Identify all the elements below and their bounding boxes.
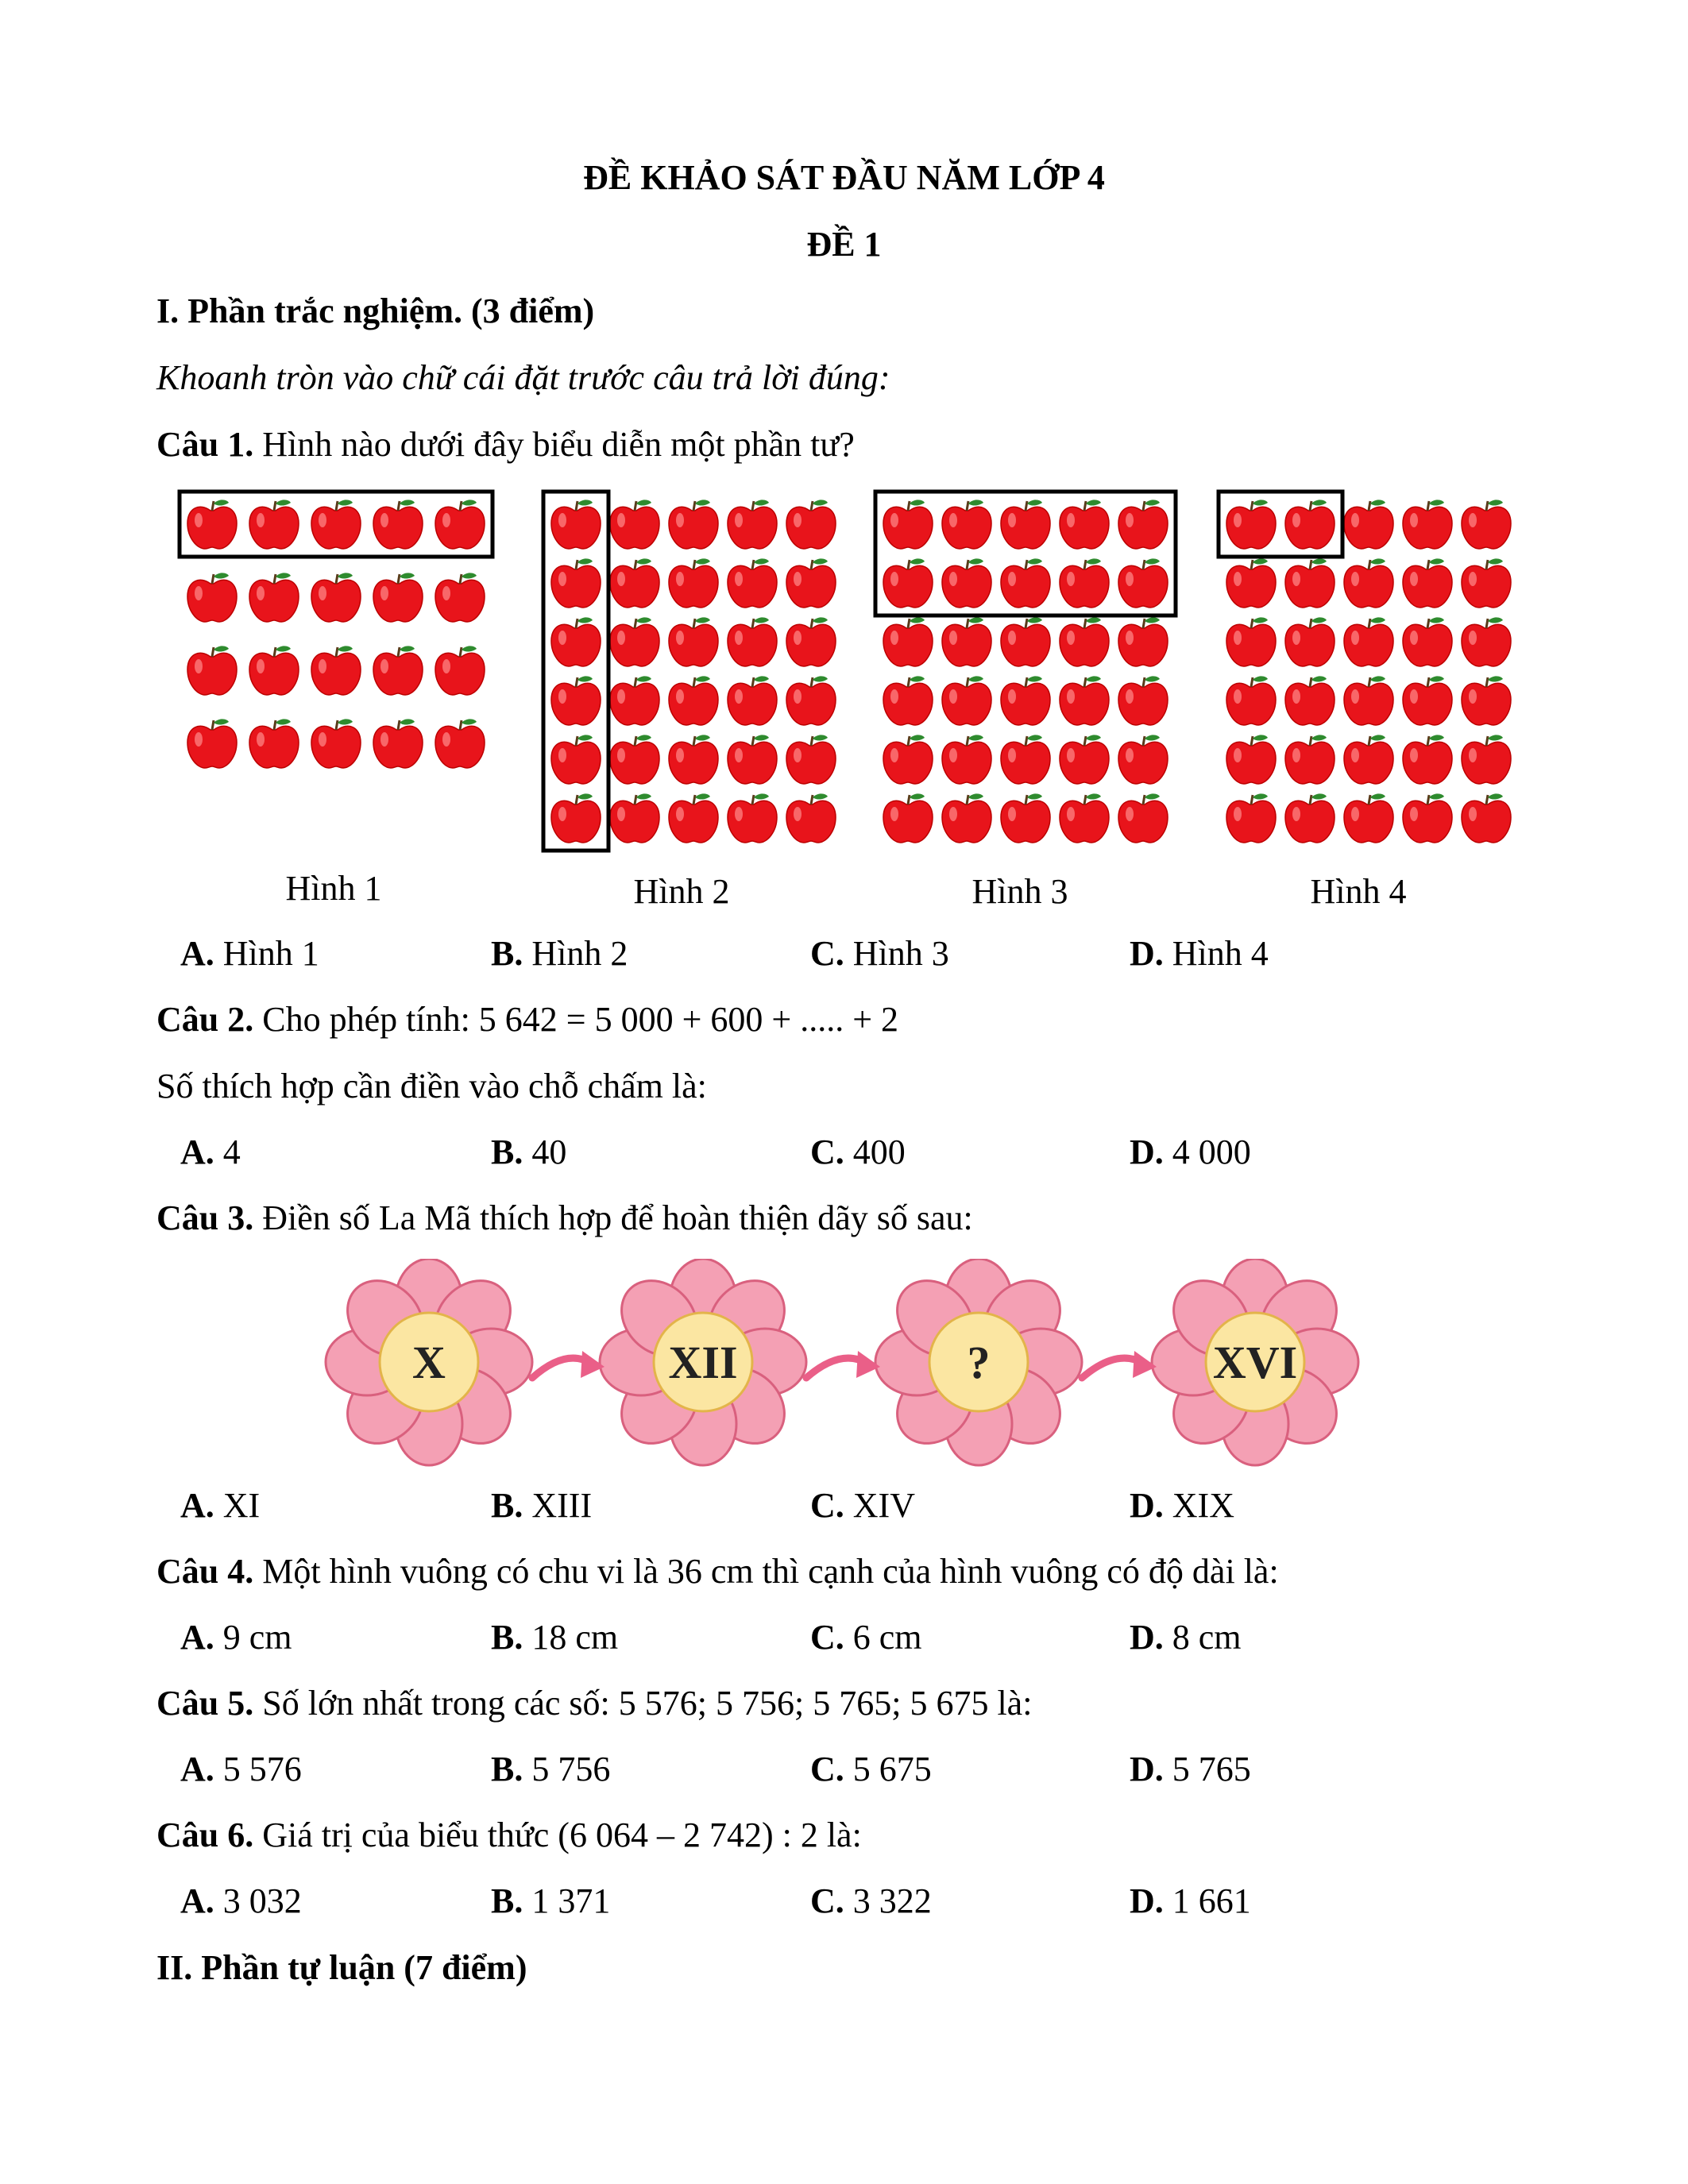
apple-grid-2	[540, 488, 847, 854]
figure-2-caption: Hình 2	[633, 872, 730, 911]
figure-1-apples	[176, 488, 496, 779]
apple-icon	[786, 793, 836, 843]
apple-icon	[942, 676, 991, 725]
apple-icon	[1001, 617, 1050, 666]
apple-icon	[1060, 617, 1109, 666]
q2-option-b[interactable]: B. 40	[491, 1133, 567, 1171]
apple-icon	[187, 500, 237, 549]
apple-icon	[610, 558, 659, 608]
question-6-text: Giá trị của biểu thức (6 064 – 2 742) : 2 là:	[253, 1815, 862, 1854]
flower-sequence-graphic	[318, 1259, 1382, 1469]
apple-icon	[311, 719, 361, 768]
apple-icon	[435, 646, 485, 695]
apple-icon	[669, 793, 718, 843]
question-5-label: Câu 5.	[156, 1684, 254, 1723]
flower-icon	[1152, 1259, 1358, 1465]
question-5-text: Số lớn nhất trong các số: 5 576; 5 756; 5 765; 5 675 là:	[253, 1684, 1033, 1723]
apple-icon	[1285, 735, 1335, 784]
apple-icon	[1001, 500, 1050, 549]
page-title: ĐỀ KHẢO SÁT ĐẦU NĂM LỚP 4	[583, 158, 1105, 197]
flower-label: ?	[967, 1337, 991, 1388]
apple-icon	[1344, 735, 1393, 784]
flower-icon	[326, 1259, 532, 1465]
apple-icon	[1226, 558, 1276, 608]
apple-icon	[1344, 500, 1393, 549]
q2-option-d[interactable]: D. 4 000	[1130, 1133, 1251, 1171]
apple-icon	[1226, 500, 1276, 549]
question-5-options	[0, 1749, 1688, 1796]
q4-option-d[interactable]: D. 8 cm	[1130, 1618, 1242, 1657]
figure-4-apples	[1215, 488, 1522, 854]
apple-icon	[1403, 558, 1452, 608]
apple-icon	[1285, 793, 1335, 843]
question-3-options	[0, 1485, 1688, 1533]
apple-icon	[551, 735, 601, 784]
question-4-options	[0, 1617, 1688, 1665]
apple-icon	[883, 793, 933, 843]
q3-option-d[interactable]: D. XIX	[1130, 1486, 1234, 1525]
q3-option-b[interactable]: B. XIII	[491, 1486, 593, 1525]
apple-icon	[669, 558, 718, 608]
apple-icon	[373, 500, 423, 549]
apple-icon	[311, 646, 361, 695]
apple-icon	[883, 558, 933, 608]
apple-icon	[1060, 735, 1109, 784]
q6-option-a[interactable]: A. 3 032	[180, 1881, 302, 1920]
apple-icon	[1344, 617, 1393, 666]
apple-icon	[311, 500, 361, 549]
q1-option-a[interactable]: A. Hình 1	[180, 934, 319, 973]
apple-icon	[187, 719, 237, 768]
apple-icon	[435, 573, 485, 622]
apple-grid-3	[872, 488, 1179, 854]
apple-icon	[728, 676, 777, 725]
apple-icon	[187, 646, 237, 695]
arrow-icon	[806, 1351, 880, 1378]
question-6	[156, 1815, 862, 1857]
apple-icon	[1226, 735, 1276, 784]
q2-option-a[interactable]: A. 4	[180, 1133, 241, 1171]
question-2	[156, 999, 898, 1041]
apple-icon	[1226, 617, 1276, 666]
question-6-label: Câu 6.	[156, 1815, 254, 1854]
apple-icon	[1118, 617, 1168, 666]
question-1-text: Hình nào dưới đây biểu diễn một phần tư?	[253, 425, 855, 464]
apple-icon	[786, 617, 836, 666]
apple-icon	[311, 573, 361, 622]
apple-icon	[942, 500, 991, 549]
apple-icon	[1060, 500, 1109, 549]
apple-icon	[610, 676, 659, 725]
apple-icon	[610, 793, 659, 843]
apple-icon	[1001, 676, 1050, 725]
apple-icon	[1462, 500, 1511, 549]
apple-icon	[1285, 500, 1335, 549]
flower-label: XII	[668, 1337, 738, 1388]
q4-option-a[interactable]: A. 9 cm	[180, 1618, 292, 1657]
apple-icon	[728, 617, 777, 666]
apple-icon	[1462, 617, 1511, 666]
apple-icon	[786, 735, 836, 784]
section-1-heading: I. Phần trắc nghiệm. (3 điểm)	[156, 291, 595, 330]
apple-icon	[728, 558, 777, 608]
q4-option-b[interactable]: B. 18 cm	[491, 1618, 619, 1657]
apple-icon	[669, 617, 718, 666]
apple-icon	[669, 735, 718, 784]
q6-option-d[interactable]: D. 1 661	[1130, 1881, 1251, 1920]
question-4-text: Một hình vuông có chu vi là 36 cm thì cạnh của hình vuông có độ dài là:	[253, 1552, 1279, 1591]
apple-icon	[373, 573, 423, 622]
apple-icon	[1118, 558, 1168, 608]
apple-icon	[249, 646, 299, 695]
apple-icon	[1403, 617, 1452, 666]
apple-icon	[373, 646, 423, 695]
apple-icon	[249, 500, 299, 549]
q4-option-c[interactable]: C. 6 cm	[810, 1618, 922, 1657]
q5-option-d[interactable]: D. 5 765	[1130, 1750, 1251, 1788]
apple-icon	[942, 793, 991, 843]
apple-icon	[551, 500, 601, 549]
apple-icon	[942, 558, 991, 608]
apple-icon	[883, 617, 933, 666]
q5-option-a[interactable]: A. 5 576	[180, 1750, 302, 1788]
figure-3-apples	[872, 488, 1179, 854]
question-1	[156, 424, 855, 466]
apple-icon	[1118, 793, 1168, 843]
figure-2-apples	[540, 488, 847, 854]
apple-icon	[1060, 793, 1109, 843]
q3-option-a[interactable]: A. XI	[180, 1486, 261, 1525]
instruction: Khoanh tròn vào chữ cái đặt trước câu trả lời đúng:	[156, 358, 890, 397]
apple-icon	[728, 735, 777, 784]
apple-icon	[786, 558, 836, 608]
question-2-options	[0, 1132, 1688, 1179]
apple-icon	[1462, 793, 1511, 843]
apple-icon	[1285, 558, 1335, 608]
question-1-label: Câu 1.	[156, 425, 254, 464]
flower-label: XVI	[1212, 1337, 1298, 1388]
question-3-text: Điền số La Mã thích hợp để hoàn thiện dãy số sau:	[253, 1198, 973, 1237]
figure-1-caption: Hình 1	[285, 869, 382, 908]
apple-icon	[1344, 793, 1393, 843]
question-5	[156, 1683, 1032, 1725]
apple-icon	[249, 573, 299, 622]
question-3-label: Câu 3.	[156, 1198, 254, 1237]
apple-icon	[187, 573, 237, 622]
apple-icon	[551, 558, 601, 608]
apple-icon	[1001, 793, 1050, 843]
apple-icon	[1403, 500, 1452, 549]
apple-icon	[1403, 735, 1452, 784]
q1-option-c[interactable]: C. Hình 3	[810, 934, 949, 973]
apple-icon	[883, 676, 933, 725]
apple-icon	[551, 617, 601, 666]
apple-icon	[373, 719, 423, 768]
question-3	[156, 1198, 973, 1240]
section-2-heading: II. Phần tự luận (7 điểm)	[156, 1948, 527, 1987]
apple-icon	[610, 735, 659, 784]
figure-3-caption: Hình 3	[971, 872, 1068, 911]
apple-icon	[1462, 735, 1511, 784]
apple-icon	[883, 735, 933, 784]
apple-icon	[249, 719, 299, 768]
apple-icon	[1344, 558, 1393, 608]
apple-icon	[1285, 676, 1335, 725]
apple-icon	[669, 676, 718, 725]
apple-icon	[610, 500, 659, 549]
apple-icon	[551, 676, 601, 725]
q1-option-b[interactable]: B. Hình 2	[491, 934, 628, 973]
apple-icon	[1462, 558, 1511, 608]
q5-option-c[interactable]: C. 5 675	[810, 1750, 932, 1788]
apple-icon	[1226, 793, 1276, 843]
apple-grid-1	[176, 488, 496, 779]
flower-label: X	[412, 1337, 446, 1388]
apple-icon	[1226, 676, 1276, 725]
apple-icon	[942, 735, 991, 784]
apple-icon	[1060, 558, 1109, 608]
apple-icon	[786, 676, 836, 725]
apple-icon	[435, 500, 485, 549]
flower-icon	[875, 1259, 1082, 1465]
apple-icon	[1285, 617, 1335, 666]
apple-icon	[1344, 676, 1393, 725]
apple-icon	[435, 719, 485, 768]
arrow-icon	[532, 1351, 605, 1378]
apple-icon	[1001, 735, 1050, 784]
question-2-text: Cho phép tính: 5 642 = 5 000 + 600 + ..... + 2	[253, 1000, 899, 1039]
apple-icon	[551, 793, 601, 843]
apple-icon	[1118, 500, 1168, 549]
apple-icon	[610, 617, 659, 666]
apple-icon	[1001, 558, 1050, 608]
question-4	[156, 1551, 1279, 1593]
apple-icon	[1403, 676, 1452, 725]
question-6-options	[0, 1881, 1688, 1928]
apple-icon	[669, 500, 718, 549]
apple-icon	[883, 500, 933, 549]
figure-4-caption: Hình 4	[1310, 872, 1407, 911]
apple-icon	[728, 793, 777, 843]
q6-option-c[interactable]: C. 3 322	[810, 1881, 932, 1920]
apple-icon	[1118, 676, 1168, 725]
question-2-sub: Số thích hợp cần điền vào chỗ chấm là:	[156, 1067, 707, 1106]
question-4-label: Câu 4.	[156, 1552, 254, 1591]
q1-option-d[interactable]: D. Hình 4	[1130, 934, 1269, 973]
q6-option-b[interactable]: B. 1 371	[491, 1881, 611, 1920]
question-2-label: Câu 2.	[156, 1000, 254, 1039]
page-subtitle: ĐỀ 1	[806, 225, 882, 264]
apple-icon	[728, 500, 777, 549]
apple-grid-4	[1215, 488, 1522, 854]
flower-icon	[600, 1259, 806, 1465]
roman-numeral-sequence	[318, 1259, 1382, 1469]
apple-icon	[1118, 735, 1168, 784]
apple-icon	[942, 617, 991, 666]
q3-option-c[interactable]: C. XIV	[810, 1486, 915, 1525]
apple-icon	[1462, 676, 1511, 725]
apple-icon	[1060, 676, 1109, 725]
q5-option-b[interactable]: B. 5 756	[491, 1750, 611, 1788]
question-1-options	[0, 933, 1688, 981]
q2-option-c[interactable]: C. 400	[810, 1133, 906, 1171]
arrow-icon	[1082, 1351, 1157, 1378]
apple-icon	[786, 500, 836, 549]
apple-icon	[1403, 793, 1452, 843]
